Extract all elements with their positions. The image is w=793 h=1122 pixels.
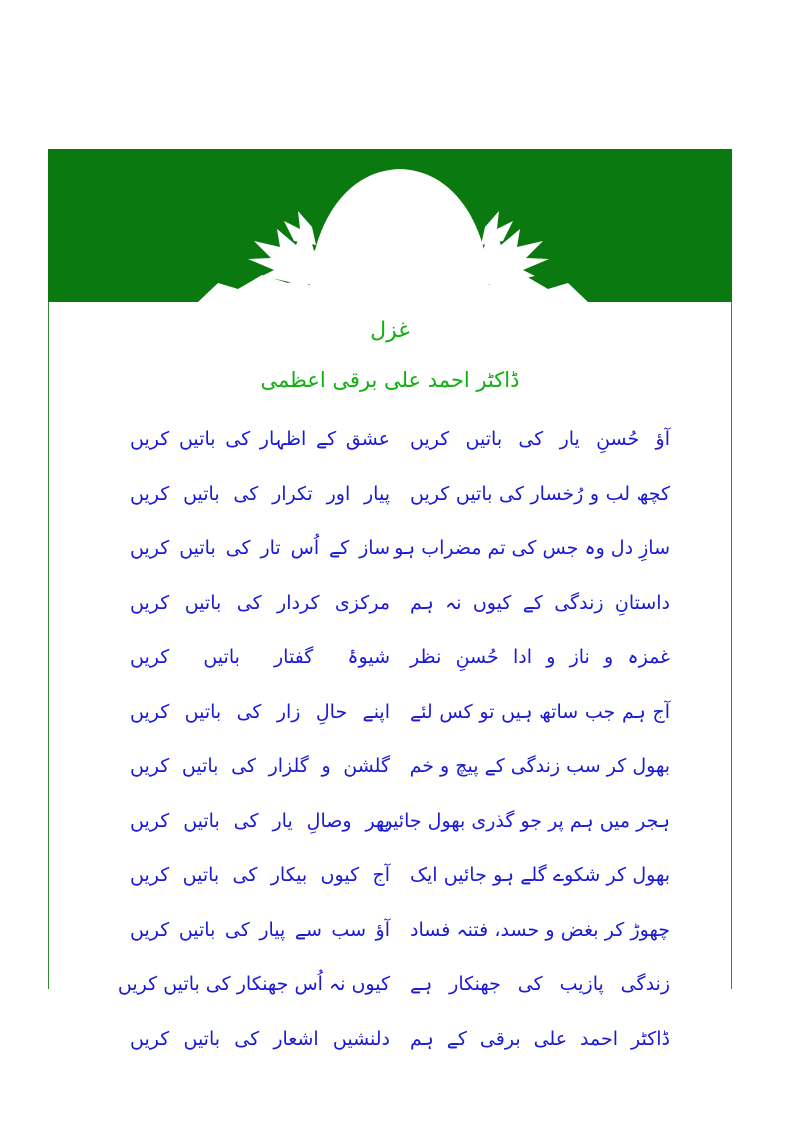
first-hemistich: بھول کر شکوے گلے ہو جائیں ایک <box>410 864 670 886</box>
first-hemistich: سازِ دل وہ جس کی تم مضراب ہو <box>394 537 670 559</box>
sun-leaves-emblem <box>48 149 732 302</box>
couplet <box>130 915 670 970</box>
second-hemistich: مرکزی کردار کی باتیں کریں <box>130 591 390 614</box>
first-hemistich: آج ہم جب ساتھ ہیں تو کس لئے <box>410 700 670 723</box>
second-hemistich: پیار اور تکرار کی باتیں کریں <box>130 482 390 505</box>
second-hemistich: ساز کے اُس تار کی باتیں کریں <box>130 537 390 559</box>
second-hemistich: کیوں نہ اُس جھنکار کی باتیں کریں <box>117 973 390 995</box>
couplet <box>130 533 670 588</box>
couplet <box>130 642 670 697</box>
second-hemistich: پھر وصالِ یار کی باتیں کریں <box>130 809 390 832</box>
couplet <box>130 588 670 643</box>
couplet <box>117 969 670 1024</box>
second-hemistich: آؤ سب سے پیار کی باتیں کریں <box>130 918 390 941</box>
first-hemistich: کچھ لب و رُخسار کی باتیں کریں <box>410 482 670 505</box>
second-hemistich: اپنے حالِ زار کی باتیں کریں <box>130 700 390 723</box>
ghazal-couplets <box>117 424 670 1078</box>
couplet <box>130 424 670 479</box>
first-hemistich: چھوڑ کر بغض و حسد، فتنہ فساد <box>410 918 670 941</box>
ghazal-title: غزل <box>370 318 410 343</box>
first-hemistich: داستانِ زندگی کے کیوں نہ ہم <box>410 591 670 614</box>
second-hemistich: شیوۂ گفتار باتیں کریں <box>130 646 390 668</box>
second-hemistich: عشق کے اظہار کی باتیں کریں <box>130 428 390 450</box>
second-hemistich: آج کیوں بیکار کی باتیں کریں <box>130 864 390 886</box>
first-hemistich: غمزہ و ناز و ادا حُسنِ نظر <box>410 646 670 668</box>
poet-name: ڈاکٹر احمد علی برقی اعظمی <box>260 368 520 392</box>
couplet <box>130 1024 670 1079</box>
first-hemistich: ہجر میں ہم پر جو گذری بھول جائیں <box>378 809 670 832</box>
couplet <box>130 697 670 752</box>
second-hemistich: دلنشیں اشعار کی باتیں کریں <box>130 1027 390 1050</box>
first-hemistich: آؤ حُسنِ یار کی باتیں کریں <box>410 428 670 450</box>
couplet <box>130 479 670 534</box>
couplet <box>130 860 670 915</box>
header-banner <box>48 149 732 302</box>
first-hemistich: بھول کر سب زندگی کے پیچ و خم <box>409 755 670 777</box>
second-hemistich: گلشن و گلزار کی باتیں کریں <box>130 755 390 777</box>
first-hemistich: ڈاکٹر احمد علی برقی کے ہم <box>410 1027 670 1050</box>
first-hemistich: زندگی پازیب کی جھنکار ہے <box>410 973 670 995</box>
couplet <box>130 751 670 806</box>
couplet <box>130 806 670 861</box>
